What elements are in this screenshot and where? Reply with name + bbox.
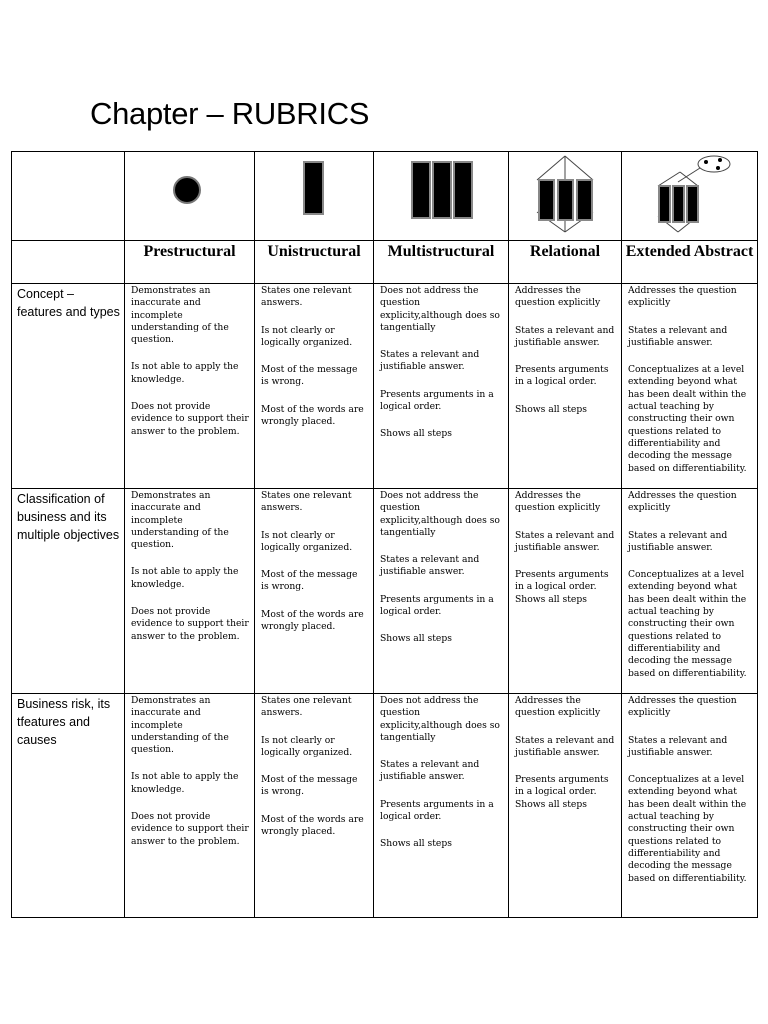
criterion-text: States one relevant answers. [261, 490, 352, 514]
rubric-cell [622, 284, 758, 489]
criterion-text: States a relevant and justifiable answer. [628, 324, 728, 348]
criterion-text: States a relevant and justifiable answer. [628, 529, 728, 553]
rubric-cell [622, 489, 758, 694]
criterion-text: States a relevant and justifiable answer. [380, 759, 480, 783]
criterion-text: States a relevant and justifiable answer. [515, 734, 615, 758]
rubric-cell [509, 489, 622, 694]
criterion-text: Addresses the question explicitly [628, 490, 737, 514]
connected-bars-icon [509, 152, 622, 240]
criterion-text: Does not provide evidence to support their answer to the problem. [131, 401, 249, 437]
criterion-text: Demonstrates an inaccurate and incomplete understanding of the question. [131, 490, 229, 551]
criterion-text: Conceptualizes at a level extending beyond what has been dealt within the actual teaching by constructing their own questions related to differentiability and decoding the message based on differentiability. [628, 364, 747, 474]
criterion-text: States a relevant and justifiable answer. [628, 734, 728, 758]
criterion-text: Most of the words are wrongly placed. [261, 608, 364, 633]
row-topic: Classification of business and its multiple objectives [12, 489, 125, 694]
rubric-cell [255, 284, 374, 489]
row-topic: Concept – features and types [12, 284, 125, 489]
criterion-text: Does not address the question explicity,although does so tangentially [380, 490, 500, 538]
criterion-text: Presents arguments in a logical order. [380, 593, 494, 618]
corner-cell [12, 152, 125, 241]
rubric-cell [255, 694, 374, 918]
dot-icon [125, 152, 255, 240]
criterion-text: Most of the words are wrongly placed. [261, 403, 364, 428]
rubric-cell [509, 694, 622, 918]
table-row [12, 284, 758, 489]
rubric-cell [374, 489, 509, 694]
criterion-text: Does not provide evidence to support their answer to the problem. [131, 811, 249, 847]
criterion-text: Presents arguments in a logical order. [380, 798, 494, 823]
criterion-text: States a relevant and justifiable answer. [515, 324, 615, 348]
rubric-cell [255, 489, 374, 694]
relational-icon-cell [509, 152, 622, 241]
extended-abstract-icon-cell [622, 152, 758, 241]
unistructural-icon-cell [255, 152, 374, 241]
criterion-text: Is not clearly or logically organized. [261, 734, 353, 758]
criterion-text: Most of the message is wrong. [261, 364, 358, 388]
criterion-text: Most of the message is wrong. [261, 569, 358, 593]
icon-row [12, 152, 758, 241]
table-row [12, 489, 758, 694]
criterion-text: States a relevant and justifiable answer. [380, 349, 480, 373]
criterion-text: Addresses the question explicitly [515, 285, 601, 309]
rubric-cell [125, 489, 255, 694]
criterion-text: Is not able to apply the knowledge. [131, 566, 239, 590]
header-row [12, 241, 758, 284]
criterion-text: Shows all steps [380, 838, 452, 850]
rubric-cell [125, 284, 255, 489]
criterion-text: Demonstrates an inaccurate and incomplete understanding of the question. [131, 695, 229, 756]
header-multistructural: Multistructural [374, 241, 509, 284]
criterion-text: Is not clearly or logically organized. [261, 324, 353, 348]
header-extended-abstract: Extended Abstract [622, 241, 758, 284]
criterion-text: States a relevant and justifiable answer. [515, 529, 615, 553]
criterion-text: Shows all steps [380, 633, 452, 645]
criterion-text: Is not able to apply the knowledge. [131, 771, 239, 795]
single-bar-icon [255, 152, 374, 240]
criterion-text: Presents arguments in a logical order. Shows all steps [515, 774, 609, 810]
criterion-text: Presents arguments in a logical order. [515, 364, 609, 388]
criterion-text: Most of the words are wrongly placed. [261, 813, 364, 838]
rubric-cell [509, 284, 622, 489]
criterion-text: Addresses the question explicitly [628, 285, 737, 309]
criterion-text: Does not provide evidence to support their answer to the problem. [131, 606, 249, 642]
table-row [12, 694, 758, 918]
header-corner [12, 241, 125, 284]
rubric-cell [374, 284, 509, 489]
header-unistructural: Unistructural [255, 241, 374, 284]
criterion-text: States one relevant answers. [261, 285, 352, 309]
prestructural-icon-cell [125, 152, 255, 241]
criterion-text: Conceptualizes at a level extending beyond what has been dealt within the actual teaching by constructing their own questions related to differentiability and decoding the message based on differentiability. [628, 569, 747, 679]
page-title: Chapter – RUBRICS [90, 96, 370, 131]
criterion-text: Demonstrates an inaccurate and incomplete understanding of the question. [131, 285, 229, 346]
extended-abstract-icon [622, 152, 758, 240]
criterion-text: Is not able to apply the knowledge. [131, 361, 239, 385]
criterion-text: Shows all steps [515, 403, 587, 415]
criterion-text: Is not clearly or logically organized. [261, 529, 353, 553]
multistructural-icon-cell [374, 152, 509, 241]
criterion-text: Conceptualizes at a level extending beyond what has been dealt within the actual teaching by constructing their own questions related to differentiability and decoding the message based on differentiability. [628, 774, 747, 884]
criterion-text: Presents arguments in a logical order. [380, 388, 494, 413]
header-relational: Relational [509, 241, 622, 284]
criterion-text: Does not address the question explicity,although does so tangentially [380, 695, 500, 743]
rubric-cell [374, 694, 509, 918]
criterion-text: Does not address the question explicity,although does so tangentially [380, 285, 500, 333]
criterion-text: States one relevant answers. [261, 695, 352, 719]
criterion-text: Most of the message is wrong. [261, 774, 358, 798]
three-bars-icon [374, 152, 509, 240]
criterion-text: Addresses the question explicitly [628, 695, 737, 719]
rubric-table [11, 151, 758, 918]
criterion-text: Shows all steps [380, 428, 452, 440]
criterion-text: Presents arguments in a logical order. Shows all steps [515, 569, 609, 605]
criterion-text: States a relevant and justifiable answer. [380, 554, 480, 578]
rubric-cell [125, 694, 255, 918]
criterion-text: Addresses the question explicitly [515, 695, 601, 719]
rubric-cell [622, 694, 758, 918]
criterion-text: Addresses the question explicitly [515, 490, 601, 514]
header-prestructural: Prestructural [125, 241, 255, 284]
row-topic: Business risk, its tfeatures and causes [12, 694, 125, 918]
